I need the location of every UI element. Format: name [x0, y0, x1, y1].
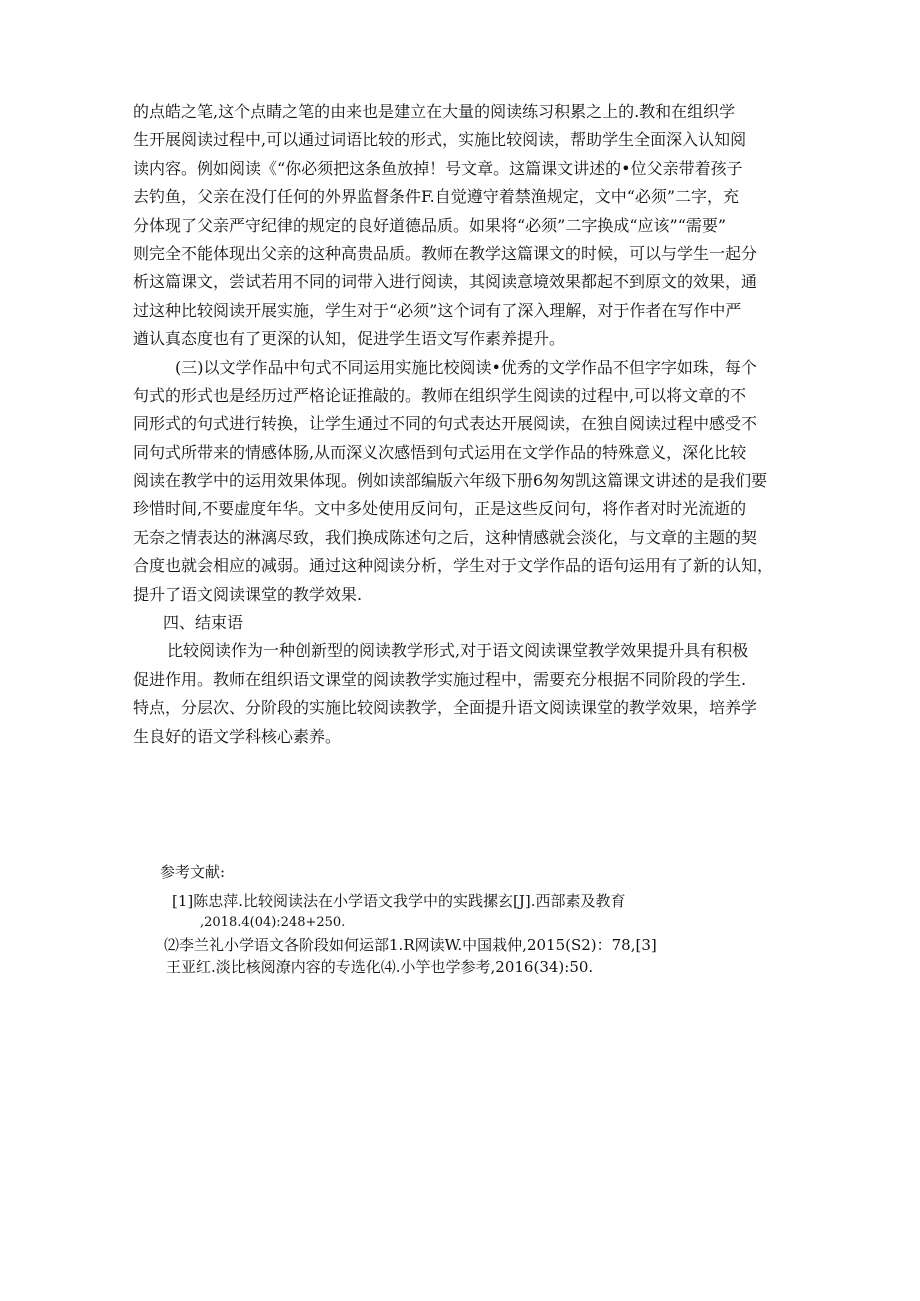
text-line: 促进作用。教师在组织语文课堂的阅读教学实施过程中，需要充分根据不同阶段的学生. — [133, 669, 747, 689]
article-body — [133, 98, 805, 751]
text-line: 过这种比较阅读开展实施，学生对于“必须”这个词有了深入理解，对于作者在写作中严 — [133, 300, 742, 320]
reference-line: ⑵李兰礼小学语文各阶段如何运部1.R网读W.中国栽仲,2015(S2)：78,[3] — [164, 936, 657, 954]
text-line: 特点，分层次、分阶段的实施比较阅读教学，全面提升语文阅读课堂的教学效果，培养学 — [133, 698, 758, 718]
section-heading: 四、结束语 — [163, 613, 244, 633]
references-title: 参考文献: — [160, 863, 226, 881]
text-line: 则完全不能体现出父亲的这种高贵品质。教师在教学这篇课文的时候，可以与学生一起分 — [133, 243, 758, 263]
text-line: 析这篇课文，尝试若用不同的词带入进行阅读，其阅读意境效果都起不到原文的效果，通 — [133, 272, 758, 292]
text-line: (三)以文学作品中句式不同运用实施比校阅读•优秀的文学作品不但字字如珠，每个 — [175, 357, 757, 377]
text-line: 比较阅读作为一种创新型的阅读教学形式,对于语文阅读课堂教学效果提升具有积极 — [167, 641, 749, 661]
paragraph-sentence-comparison — [133, 354, 805, 610]
text-line: 同句式所带来的情感体肠,从而深义次感悟到句式运用在文学作品的特殊意义，深化比较 — [133, 442, 747, 462]
text-line: 句式的形式也是经历过严格论证推敲的。教师在组织学生阅读的过程中,可以将文章的不 — [133, 385, 747, 405]
text-line: 合度也就会相应的减弱。通过这种阅读分析，学生对于文学作品的语句运用有了新的认知， — [133, 556, 774, 576]
paragraph-word-comparison — [133, 98, 805, 354]
text-line: 生开展阅读过程中,可以通过词语比较的形式，实施比较阅读，帮助学生全面深入认知阅 — [133, 130, 747, 150]
text-line: 提升了语文阅读课堂的教学效果. — [133, 584, 363, 604]
reference-line: ,2018.4(04):248+250. — [200, 915, 346, 930]
text-line: 无奈之情表达的淋漓尽致，我们换成陈述句之后，这种情感就会淡化，与文章的主题的契 — [133, 527, 758, 547]
text-line: 分体现了父亲严守纪律的规定的良好道德品质。如果将“必须”二字换成“应该”“需要” — [133, 215, 727, 235]
paragraph-conclusion — [133, 637, 805, 751]
text-line: 遒认真态度也有了更深的认知，促进学生语文写作素养提升。 — [133, 329, 566, 349]
text-line: 同形式的句式进行转换，让学生通过不同的句式表达开展阅读，在独自阅读过程中感受不 — [133, 414, 758, 434]
text-line: 珍惜时间,不要虚度年华。文中多处使用反问句，正是这些反问句，将作者对时光流逝的 — [133, 499, 747, 519]
text-line: 的点皓之笔,这个点睛之笔的由来也是建立在大量的阅读练习积累之上的.教和在组织学 — [133, 102, 736, 121]
text-line: 生良好的语文学科核心素养。 — [133, 726, 342, 746]
references-section — [160, 860, 780, 978]
reference-line: 王亚红.淡比核阅潦内容的专选化⑷.小竽也学参考,2016(34):50. — [166, 958, 594, 976]
text-line: 去钓鱼，父亲在没仃任何的外界监督条件F.自觉遵守着禁渔规定，文中“必须”二字，充 — [133, 187, 740, 207]
reference-line: [1]陈忠萍.比较阅读法在小学语文我学中的实践摞玄[J].西部素及教育 — [172, 892, 626, 910]
text-line: 读内容。例如阅读《“你必须把这条鱼放掉！号文章。这篇课文讲述的•位父亲带着孩子 — [133, 158, 743, 178]
text-line: 阅读在教学中的运用效果体现。例如读部编版六年级下册6匆匆凯这篇课文讲述的是我们要 — [133, 471, 768, 491]
